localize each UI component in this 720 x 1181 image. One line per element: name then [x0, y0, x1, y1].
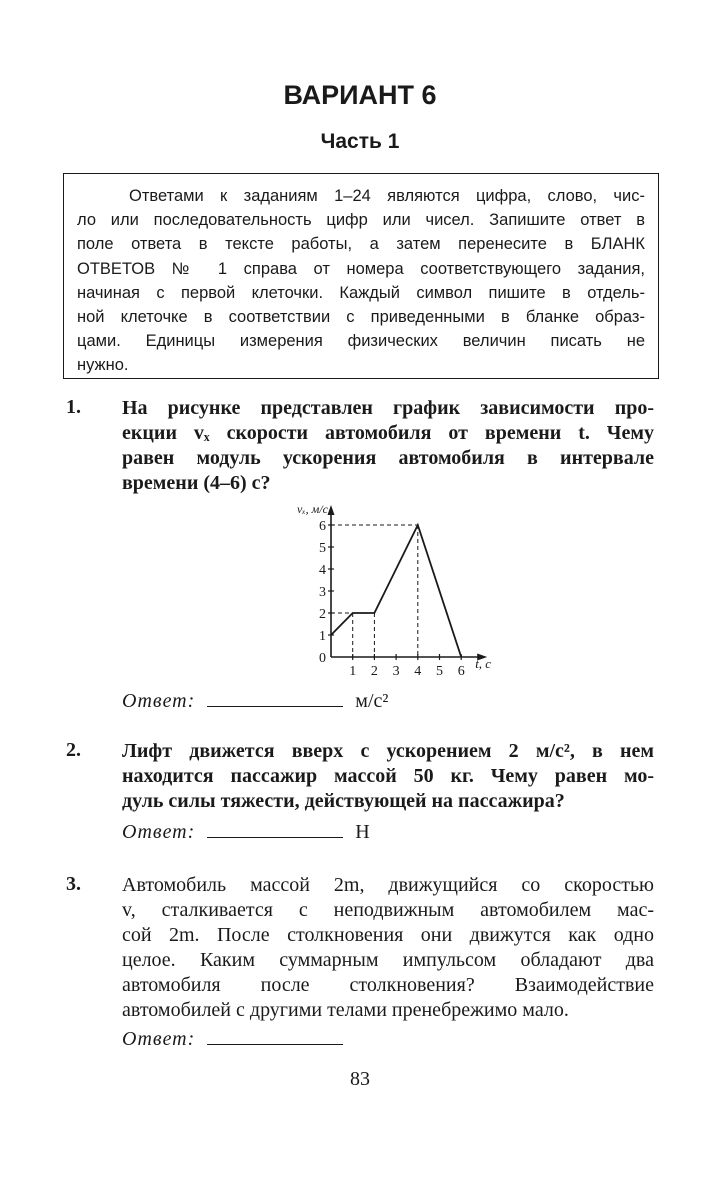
question-line: Лифт движется вверх с ускорением 2 м/с², в нем: [122, 740, 654, 762]
answer-row-3: [122, 1028, 355, 1051]
instructions-line: цами. Единицы измерения физических величин писать не: [77, 332, 645, 351]
question-2-number: 2.: [66, 739, 81, 761]
answer-blank[interactable]: [207, 836, 343, 838]
instructions-line: поле ответа в тексте работы, а затем перенесите в БЛАНК: [77, 235, 645, 254]
question-line: дуль силы тяжести, действующей на пассажира?: [122, 790, 565, 812]
question-line: находится пассажир массой 50 кг. Чему равен мо-: [122, 765, 654, 787]
question-line: целое. Каким суммарным импульсом обладают два: [122, 949, 654, 971]
velocity-line: [331, 525, 461, 657]
answer-label: Ответ:: [122, 821, 196, 843]
x-tick-label: 4: [414, 664, 422, 679]
question-line: сой 2m. После столкновения они движутся как одно: [122, 924, 654, 946]
question-3-text: [122, 873, 654, 1023]
question-line: равен модуль ускорения автомобиля в интервале: [122, 447, 654, 469]
x-axis-label: t, с: [475, 656, 492, 671]
y-tick-label: 3: [319, 585, 326, 600]
origin-label: 0: [319, 651, 326, 666]
answer-unit: м/с²: [355, 690, 389, 712]
y-axis-label: vₓ, м/с: [296, 502, 328, 516]
instructions-line: ной клеточке в соответствии с приведенными в бланке образ-: [77, 308, 645, 327]
y-tick-label: 6: [319, 519, 326, 534]
instructions-line: нужно.: [77, 356, 129, 375]
x-tick-label: 3: [392, 664, 400, 679]
question-3-number: 3.: [66, 873, 81, 895]
question-2-text: [122, 739, 654, 814]
y-tick-label: 4: [319, 563, 326, 578]
question-line: автомобилей с другими телами пренебрежимо мало.: [122, 999, 569, 1021]
answer-unit: Н: [355, 821, 370, 843]
page-number: 83: [350, 1068, 370, 1090]
x-tick-label: 5: [436, 664, 443, 679]
answer-row-2: [122, 821, 370, 844]
x-tick-label: 2: [370, 664, 378, 679]
question-line: Автомобиль массой 2m, движущийся со скоростью: [122, 874, 654, 896]
instructions-line: ло или последовательность цифр или чисел. Запишите ответ в: [77, 211, 645, 230]
question-1-number: 1.: [66, 396, 81, 418]
question-line: екции vₓ скорости автомобиля от времени t. Чему: [122, 422, 654, 444]
question-line: времени (4–6) с?: [122, 472, 271, 494]
y-axis-arrow: [328, 505, 335, 515]
answer-label: Ответ:: [122, 1028, 196, 1050]
instructions-line: ОТВЕТОВ № 1 справа от номера соответствующего задания,: [77, 259, 645, 278]
y-tick-label: 5: [319, 541, 326, 556]
instructions-line: Ответами к заданиям 1–24 являются цифра, слово, чис-: [129, 187, 645, 205]
answer-label: Ответ:: [122, 690, 196, 712]
answer-blank[interactable]: [207, 705, 343, 707]
instructions-line: начиная с первой клеточки. Каждый символ пишите в отдель-: [77, 283, 645, 302]
x-tick-label: 6: [457, 664, 465, 679]
variant-title: ВАРИАНТ 6: [283, 80, 437, 110]
part-title: Часть 1: [320, 130, 400, 153]
question-line: v, сталкивается с неподвижным автомобилем мас-: [122, 899, 654, 921]
x-tick-label: 1: [349, 664, 357, 679]
answer-blank[interactable]: [207, 1043, 343, 1045]
question-line: На рисунке представлен график зависимости про-: [122, 397, 654, 419]
question-line: автомобиля после столкновения? Взаимодействие: [122, 974, 654, 996]
y-tick-label: 1: [319, 629, 326, 644]
y-tick-label: 2: [319, 607, 326, 622]
answer-row-1: [122, 690, 388, 713]
